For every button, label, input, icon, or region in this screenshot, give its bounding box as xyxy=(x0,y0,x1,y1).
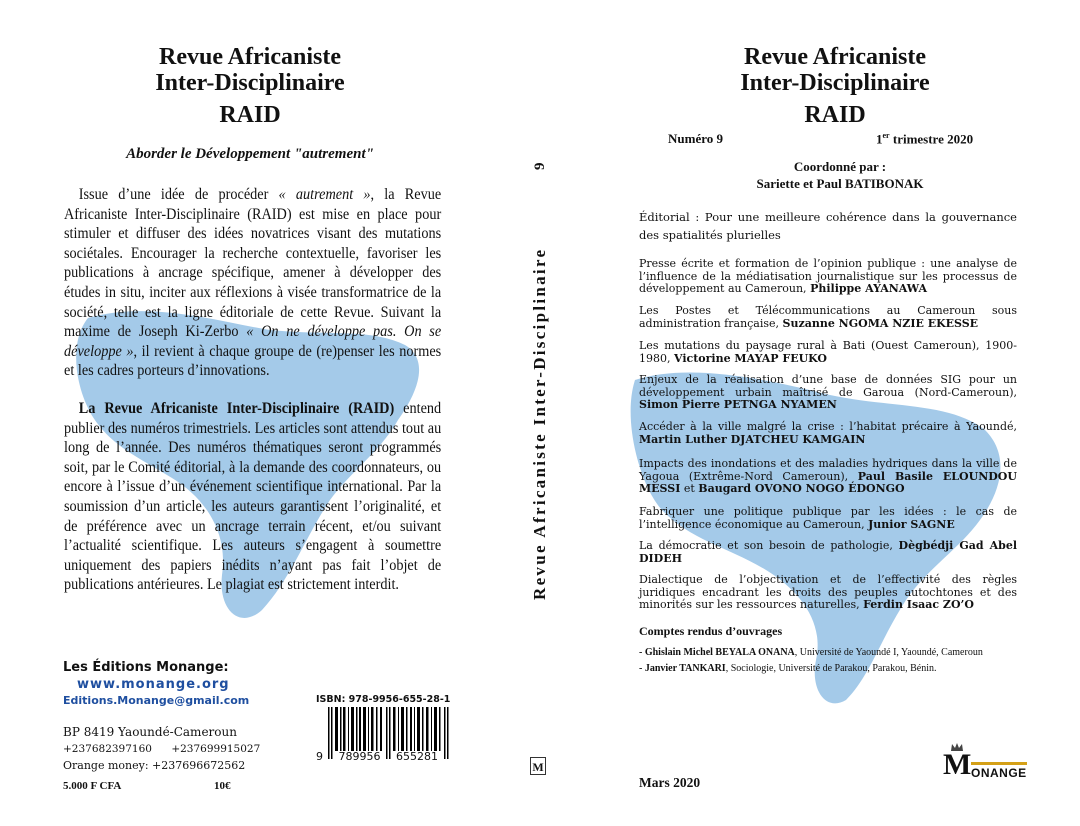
article-7-title: Fabriquer une politique publique par les idées : le cas de l’intelligence économique au Cameroun, xyxy=(639,505,1017,531)
para2-rest: entend publier des numéros trimestriels. Les articles sont attendus tout au long de l’année. Des numéros thématiques seront programmés soit, par le Comité éditorial, à la demande des coordonnateurs, ou encore à l’issue d’un événement scientifique international. Par la soumission d’un article, les auteurs garantissent l’originalité, et de préférence avec un ancrage terrain récent, et/ou suivant l’actualité scientifique. Les auteurs s’engagent à soumettre uniquement des papiers inédits n’ayant pas fait l’objet de publications antérieures. Le plagiat est strictement interdit. xyxy=(64,399,442,594)
barcode-digit-lead: 9 xyxy=(316,750,323,763)
article-3 xyxy=(639,340,1017,365)
editorial: Éditorial : Pour une meilleure cohérence dans la gouvernance des spatialités plurielles xyxy=(639,210,1017,242)
reviews-heading: Comptes rendus d’ouvrages xyxy=(639,624,783,638)
issue-number: Numéro 9 xyxy=(668,131,724,146)
review-2 xyxy=(639,661,1039,677)
article-4-author: Simon Pierre PETNGA NYAMEN xyxy=(639,398,837,412)
front-title-line3: RAID xyxy=(804,102,866,128)
quarter-sup: er xyxy=(882,131,890,140)
logo-big-letter: M xyxy=(943,748,972,781)
back-title-line3: RAID xyxy=(219,102,281,128)
barcode-digit-group2: 655281 xyxy=(396,750,438,763)
article-8 xyxy=(639,540,1017,565)
back-title-line2: Inter-Disciplinaire xyxy=(155,70,345,96)
quarter-rest: trimestre 2020 xyxy=(889,131,974,147)
article-5-author: Martin Luther DJATCHEU KAMGAIN xyxy=(639,432,866,446)
article-4 xyxy=(639,374,1017,412)
article-5-title: Accéder à la ville malgré la crise : l’habitat précaire à Yaoundé, xyxy=(639,420,1017,433)
spine-title: Revue Africaniste Inter-Disciplinaire xyxy=(530,247,549,600)
article-6-join: et xyxy=(680,482,699,496)
review-1 xyxy=(639,645,1039,661)
coordinated-by: Coordonné par : xyxy=(793,159,887,174)
para1-c: , il revient à chaque groupe de (re)penser les normes et les cadres porteurs d’innovations. xyxy=(64,342,442,380)
back-subtitle: Aborder le Développement "autrement" xyxy=(126,146,374,162)
article-1-title: Presse écrite et formation de l’opinion publique : une analyse de l’influence de la médiatisation journalistique sur les processus de développement au Cameroun, xyxy=(639,257,1017,296)
article-6 xyxy=(639,458,1017,496)
review-1-rest: , Université de Yaoundé I, Yaoundé, Cameroun xyxy=(794,647,983,658)
coordinators: Sariette et Paul BATIBONAK xyxy=(756,176,924,191)
price-cfa: 5.000 F CFA xyxy=(63,780,122,792)
isbn-label: ISBN: 978-9956-655-28-1 xyxy=(316,694,451,705)
publisher-name: Les Éditions Monange: xyxy=(63,660,229,675)
article-3-author: Victorine MAYAP FEUKO xyxy=(674,351,828,365)
review-2-name: Janvier TANKARI xyxy=(644,663,726,674)
review-2-rest: , Sociologie, Université de Parakou, Parakou, Bénin. xyxy=(725,663,937,674)
front-title-line1: Revue Africaniste xyxy=(744,44,926,70)
back-title xyxy=(100,44,400,128)
back-title-line1: Revue Africaniste xyxy=(159,44,341,70)
article-1 xyxy=(639,258,1017,296)
reviews-list xyxy=(639,645,1039,677)
article-2 xyxy=(639,305,1017,330)
review-1-prefix: - xyxy=(639,647,645,658)
review-2-prefix: - xyxy=(639,663,645,674)
address: BP 8419 Yaoundé-Cameroun xyxy=(63,725,237,739)
contact-block xyxy=(63,725,303,772)
back-description xyxy=(64,185,441,595)
article-8-title: La démocratie et son besoin de pathologie, xyxy=(639,539,899,552)
para1-b: , la Revue Africaniste Inter-Disciplinaire (RAID) est mise en place pour stimuler et diffuser des idées novatrices visant des mutations sociétales. Encourager la recherche contextuelle, favoriser les publications à ancrage spécifique, amener à développer des études in situ, inciter aux réflexions à visée transformatrice de la société, telle est la ligne éditoriale de cette Revue. Suivant la maxime de Joseph Ki-Zerbo xyxy=(64,186,442,341)
isbn-block xyxy=(316,694,462,763)
spine-logo-letter: M xyxy=(532,760,544,774)
table-of-contents xyxy=(639,0,1017,826)
phone-2: +237699915027 xyxy=(171,743,261,755)
para1-quote1: « autrement » xyxy=(278,186,371,203)
article-3-title: Les mutations du paysage rural à Bati (Ouest Cameroun), 1900-1980, xyxy=(639,339,1017,365)
publisher-web[interactable]: www.monange.org xyxy=(77,677,230,692)
logo-bar xyxy=(971,762,1027,765)
article-7 xyxy=(639,506,1017,531)
quarter-num: 1 xyxy=(876,131,883,147)
article-4-title: Enjeux de la réalisation d’une base de données SIG pour un développement urbain maîtrisé de Garoua (Nord-Cameroun), xyxy=(639,373,1017,399)
article-6-author: Paul Basile ELOUNDOU MESSI xyxy=(639,469,1017,496)
phone-1: +237682397160 xyxy=(63,743,152,755)
para1-quote2: « On ne développe pas. On se développe » xyxy=(64,323,442,360)
article-7-author: Junior SAGNE xyxy=(868,517,955,531)
para1-a: Issue d’une idée de procéder xyxy=(78,186,279,203)
orange-money: Orange money: +237696672562 xyxy=(63,759,246,772)
price-eur: 10€ xyxy=(214,780,231,792)
article-2-author: Suzanne NGOMA NZIE EKESSE xyxy=(782,316,979,330)
article-8-author: Dègbédji Gad Abel DIDEH xyxy=(639,539,1017,565)
para2-bold: La Revue Africaniste Inter-Disciplinaire (RAID) xyxy=(78,399,395,417)
publisher-block xyxy=(63,660,303,707)
article-2-title: Les Postes et Télécommunications au Cameroun sous administration française, xyxy=(639,304,1017,330)
phones xyxy=(63,743,303,755)
barcode-digits xyxy=(316,750,462,763)
article-9 xyxy=(639,574,1017,612)
front-title-line2: Inter-Disciplinaire xyxy=(740,70,930,96)
back-paragraph-2 xyxy=(64,399,441,595)
publication-date: Mars 2020 xyxy=(639,775,701,790)
review-1-name: Ghislain Michel BEYALA ONANA xyxy=(644,647,795,658)
article-5 xyxy=(639,421,1017,446)
back-paragraph-1 xyxy=(64,185,441,381)
logo-word: ONANGE xyxy=(971,766,1027,780)
article-1-author: Philippe AYANAWA xyxy=(810,282,927,296)
article-6-title: Impacts des inondations et des maladies hydriques dans la ville de Yagoua (Extrême-Nord Cameroun), xyxy=(639,457,1017,483)
publisher-email[interactable]: Editions.Monange@gmail.com xyxy=(63,694,250,707)
spine-number: 9 xyxy=(532,162,548,170)
article-9-title: Dialectique de l’objectivation et de l’effectivité des règles juridiques encadrant les droits des peuples autochtones et des minorités sur les ressources naturelles, xyxy=(639,573,1017,612)
barcode-digit-group1: 789956 xyxy=(338,750,381,763)
monange-logo xyxy=(941,742,1031,784)
article-9-author: Ferdin Isaac ZO’O xyxy=(863,598,974,612)
article-6-author-2: Baugard OVONO NOGO ÉDONGO xyxy=(698,482,905,496)
